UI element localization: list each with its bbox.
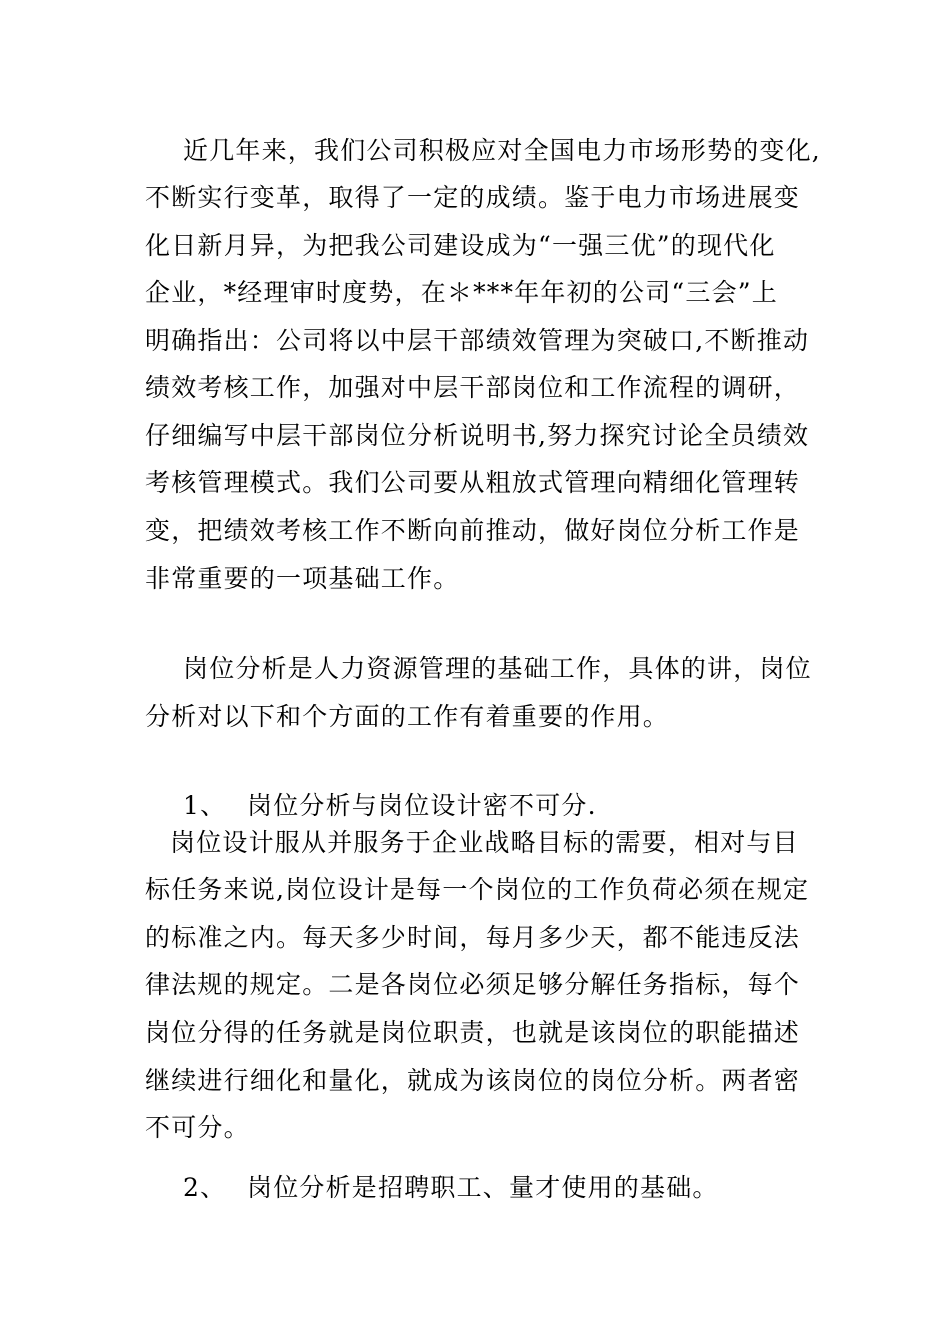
text-line: 化日新月异，为把我公司建设成为“一强三优”的现代化 — [145, 231, 776, 260]
text-line: 明确指出：公司将以中层干部绩效管理为突破口,不断推动 — [145, 326, 810, 355]
text-line: 律法规的规定。二是各岗位必须足够分解任务指标，每个 — [145, 970, 801, 999]
text-line: 近几年来，我们公司积极应对全国电力市场形势的变化, — [183, 136, 821, 165]
text-line: 企业，*经理审时度势，在＊***年年初的公司“三会”上 — [145, 278, 778, 307]
text-line: 变，把绩效考核工作不断向前推动，做好岗位分析工作是 — [145, 516, 801, 545]
text-line: 不断实行变革，取得了一定的成绩。鉴于电力市场进展变 — [145, 183, 801, 212]
section-title: 岗位分析是招聘职工、量才使用的基础。 — [247, 1173, 719, 1202]
text-line: 岗位分得的任务就是岗位职责，也就是该岗位的职能描述 — [145, 1018, 801, 1047]
text-line: 继续进行细化和量化，就成为该岗位的岗位分析。两者密 — [145, 1066, 801, 1095]
text-line: 非常重要的一项基础工作。 — [145, 564, 460, 593]
text-line: 绩效考核工作，加强对中层干部岗位和工作流程的调研， — [145, 373, 801, 402]
text-line: 岗位分析是人力资源管理的基础工作，具体的讲，岗位 — [183, 654, 812, 683]
text-line: 岗位设计服从并服务于企业战略目标的需要，相对与目 — [170, 828, 799, 857]
text-line: 考核管理模式。我们公司要从粗放式管理向精细化管理转 — [145, 468, 801, 497]
text-line: 不可分。 — [145, 1113, 250, 1142]
section-number: 1、 — [183, 791, 227, 820]
text-line: 分析对以下和个方面的工作有着重要的作用。 — [145, 702, 670, 731]
text-line: 仔细编写中层干部岗位分析说明书,努力探究讨论全员绩效 — [145, 421, 810, 450]
text-line: 的标准之内。每天多少时间，每月多少天，都不能违反法 — [145, 923, 801, 952]
text-line: 标任务来说,岗位设计是每一个岗位的工作负荷必须在规定 — [145, 875, 810, 904]
section-title: 岗位分析与岗位设计密不可分. — [247, 791, 597, 820]
section-number: 2、 — [183, 1173, 227, 1202]
